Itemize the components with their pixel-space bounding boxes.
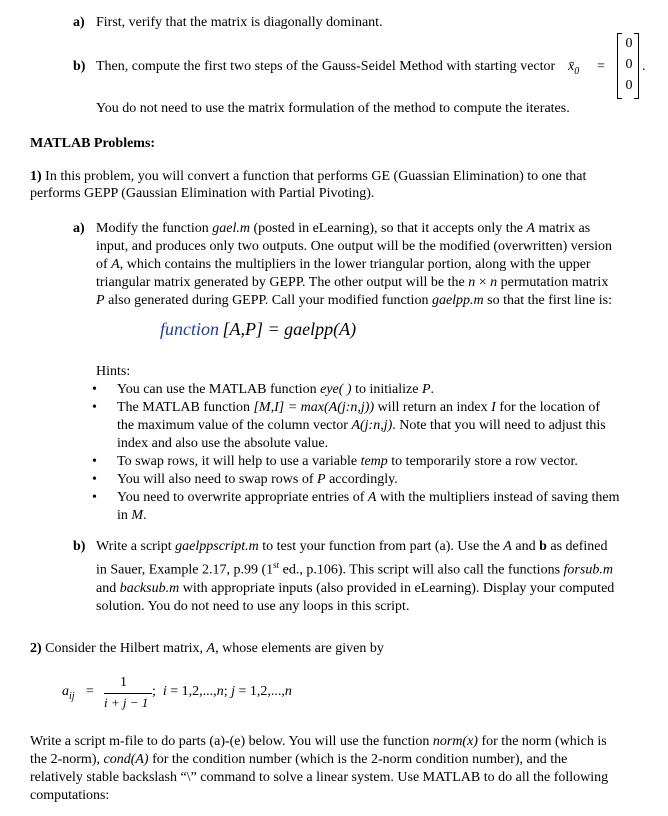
hints-list bbox=[92, 381, 652, 525]
hint-2: • The MATLAB function [M,I] = max(A(j:n,j)) will return an index I for the location of the maximum value of the column vector A(j:n,j). Note that you will need to adjust this index and also use the absolute value. bbox=[92, 400, 606, 451]
problem-1-line-2: performs GEPP (Gaussian Elimination with Partial Pivoting). bbox=[30, 186, 375, 201]
part-b-item bbox=[73, 58, 85, 76]
p1b-line-1: Write a script gaelppscript.m to test your function from part (a). Use the A and b as defined bbox=[96, 539, 608, 554]
p1b-line-3: and backsub.m with appropriate inputs (also provided in eLearning). Display your computed bbox=[96, 580, 615, 596]
problem-1-number: 1) bbox=[30, 169, 42, 184]
vec-entry-2: 0 bbox=[625, 57, 633, 72]
p1a-line-2: input, and produces only two outputs. One output will be the modified (overwritten) version bbox=[96, 239, 612, 254]
final-line-3: relatively stable backslash “\” command to solve a linear system. Use MATLAB to do all the following bbox=[30, 770, 609, 785]
p1b-text bbox=[96, 538, 656, 616]
problem-1-intro bbox=[30, 168, 586, 186]
matlab-heading bbox=[30, 135, 155, 153]
part-a-text: First, verify that the matrix is diagonally dominant. bbox=[96, 15, 383, 30]
hints-label: Hints: bbox=[96, 364, 131, 379]
eq-rhs: ; i = 1,2,...,n; j = 1,2,...,n bbox=[152, 684, 292, 699]
problem-1-line-1: In this problem, you will convert a function that performs GE (Guassian Elimination) to one that bbox=[45, 169, 587, 184]
part-a-label: a) bbox=[73, 15, 85, 30]
problem-2-number: 2) bbox=[30, 641, 42, 656]
problem-2-intro: 2) Consider the Hilbert matrix, A, whose elements are given by bbox=[30, 641, 384, 656]
p1a-line-1: Modify the function gael.m (posted in eLearning), so that it accepts only the A matrix as bbox=[96, 221, 591, 236]
eq-lhs-sub: ij bbox=[69, 690, 75, 702]
hint-4: • You will also need to swap rows of P accordingly. bbox=[92, 472, 398, 487]
function-signature bbox=[160, 320, 356, 341]
vec-sub: 0 bbox=[574, 65, 580, 77]
eq-equals: = bbox=[86, 684, 94, 699]
vec-entry-1: 0 bbox=[625, 36, 633, 51]
eq-numerator: 1 bbox=[120, 675, 127, 690]
function-signature-rest: [A,P] = gaelpp(A) bbox=[222, 319, 357, 339]
p1a-line-4: triangular matrix generated by GEPP. The other output will be the n × n permutation matrix bbox=[96, 275, 609, 290]
eq-denominator: i + j − 1 bbox=[104, 695, 149, 710]
p1a-line-5: P also generated during GEPP. Call your modified function gaelpp.m so that the first line is: bbox=[96, 293, 612, 308]
final-line-1: Write a script m-file to do parts (a)-(e) below. You will use the function norm(x) for the norm (which is bbox=[30, 734, 607, 749]
p1b-line-2: in Sauer, Example 2.17, p.99 (1st ed., p.106). This script will also call the functions forsub.m bbox=[96, 560, 613, 578]
part-b-label: b) bbox=[73, 59, 86, 74]
p1a-label: a) bbox=[73, 221, 85, 236]
matrix-formulation-note: You do not need to use the matrix formulation of the method to compute the iterates. bbox=[96, 101, 570, 116]
right-bracket bbox=[634, 33, 639, 99]
p1a-line-3: of A, which contains the multipliers in the lower triangular portion, along with the upper bbox=[96, 257, 591, 272]
part-a-item bbox=[73, 14, 85, 32]
function-keyword: function bbox=[160, 319, 219, 339]
vec-symbol: x̄ bbox=[568, 59, 575, 74]
part-b-text: Then, compute the first two steps of the Gauss-Seidel Method with starting vector bbox=[96, 59, 556, 74]
eq-lhs-a: a bbox=[62, 684, 69, 699]
p1b-line-4: solution. You do not need to use any loops in this script. bbox=[96, 598, 410, 614]
vec-entry-3: 0 bbox=[625, 78, 633, 93]
eq-lhs bbox=[62, 683, 75, 706]
hint-3: • To swap rows, it will help to use a variable temp to temporarily store a row vector. bbox=[92, 454, 578, 469]
p1b-label: b) bbox=[73, 539, 86, 554]
p1a-label-wrap bbox=[73, 220, 85, 238]
vec-period: . bbox=[642, 59, 646, 74]
starting-vector-matrix bbox=[617, 33, 639, 99]
p1a-text bbox=[96, 220, 656, 310]
hint-1: • You can use the MATLAB function eye( ) to initialize P. bbox=[92, 382, 435, 397]
hint-5: • You need to overwrite appropriate entries of A with the multipliers instead of saving them in M. bbox=[92, 490, 620, 523]
matlab-heading-text: MATLAB Problems: bbox=[30, 136, 156, 151]
left-bracket bbox=[617, 33, 622, 99]
final-paragraph bbox=[30, 733, 650, 805]
starting-vector-label bbox=[568, 58, 579, 81]
p1b-label-wrap bbox=[73, 538, 85, 556]
vec-equals: = bbox=[597, 59, 605, 74]
final-line-2: the 2-norm), cond(A) for the condition number (which is the 2-norm condition number), and the bbox=[30, 752, 568, 767]
final-line-4: computations: bbox=[30, 788, 110, 803]
